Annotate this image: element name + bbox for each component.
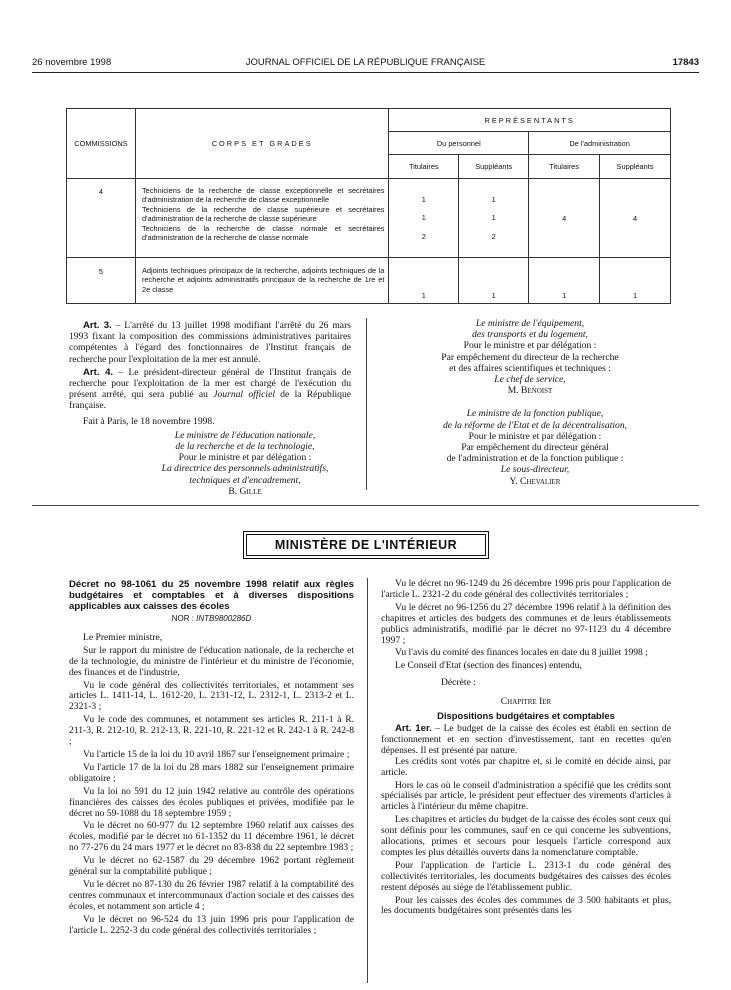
corps-entry: Adjoints techniques principaux de la recherche, adjoints techniques de la recherche et adjoints administratifs principaux de la recherche de 1re et 2e classe: [141, 266, 385, 294]
signature-line: Le sous-directeur,: [500, 464, 570, 476]
preamble-paragraph: Vu le décret no 96-1249 du 26 décembre 1996 pris pour l'application de l'article L. 2321-2 du code général des collectivités territoriales ;: [381, 578, 671, 600]
article-paragraph: Les chapitres et articles du budget de la caisse des écoles sont ceux qui sont définis pour les communes, sauf en ce qui concerne les subventions, allocations, primes et secours pour lesquels l'article correspond aux comptes les plus détaillés ouverts dans la nomenclature comptable.: [381, 814, 671, 858]
corps-entry: Techniciens de la recherche de classe normale et secrétaires d'administration de la recherche de classe normale: [141, 223, 385, 243]
administration-titulaires-cell: 4: [529, 179, 600, 258]
signature-line: Pour le ministre et par délégation :: [468, 430, 602, 442]
th-suppleants: Suppléants: [600, 155, 671, 179]
article-text: – Le budget de la caisse des écoles est établi en section de fonctionnement et en section d'investissement, tant en recettes qu'en dépenses. Il est présenté par nature.: [381, 722, 671, 756]
decree-preamble-right: [381, 579, 671, 689]
preamble-paragraph: Vu le code général des collectivités territoriales, et notamment ses articles L. 1411-14, L. 1612-20, L. 2131-12, L. 2312-1, L. 2313-2 et L. 2321-3 ;: [69, 679, 354, 713]
corps-cell: [135, 179, 388, 258]
personnel-titulaires-cell: [389, 179, 459, 258]
personnel-suppleants-cell: [459, 179, 529, 258]
article-label: Art. 4.: [83, 366, 114, 378]
th-corps-grades: CORPS ET GRADES: [135, 109, 388, 179]
signature-line: Pour le ministre et par délégation :: [463, 340, 597, 352]
preamble-paragraph: Vu le décret no 96-1256 du 27 décembre 1996 relatif à la définition des chapitres et articles des budgets des communes et de leurs établissements publics administratifs, modifié par le décret no 97-1123 du 4 décembre 1997 ;: [381, 601, 671, 646]
article-label: Art. 3.: [83, 320, 112, 331]
article-paragraph: Pour les caisses des écoles des communes de 3 500 habitants et plus, les documents budgétaires sont présentés dans les: [381, 894, 671, 917]
count-value: 1: [491, 195, 496, 204]
count-value: 1: [421, 195, 426, 204]
ministry-banner: MINISTÈRE DE L'INTÉRIEUR: [246, 534, 486, 556]
signature-line: Pour le ministre et par délégation :: [178, 452, 312, 464]
article-text: de la République française.: [69, 389, 351, 412]
column-divider: [366, 318, 367, 490]
column-divider: [367, 578, 368, 983]
signatory-name: B. Gille: [228, 485, 262, 497]
signature-line: techniques et d'encadrement,: [189, 474, 301, 486]
preamble-paragraph: Décrète :: [441, 677, 476, 689]
article-4: [69, 367, 351, 412]
signature-line: de la réforme de l'Etat et de la décentralisation,: [442, 419, 628, 431]
signature-line: Par empêchement du directeur de la recherche: [441, 351, 619, 363]
administration-titulaires-cell: 1: [529, 258, 600, 304]
signature-line: Le chef de service,: [494, 374, 566, 386]
article-paragraph: Hors le cas où le conseil d'administration a spécifié que les crédits sont spécialisés par article, le président peut effectuer des virements d'articles à articles à l'intérieur du même chapitre.: [381, 779, 671, 813]
lower-left-column: [69, 579, 354, 936]
preamble-paragraph: Vu l'avis du comité des finances locales en date du 8 juillet 1998 ;: [395, 647, 648, 659]
signatory-name: Y. Chevalier: [509, 475, 561, 487]
signature-line: Par empêchement du directeur général: [461, 442, 609, 454]
signature-line: Le ministre de l'éducation nationale,: [174, 429, 316, 441]
commission-number: 5: [67, 258, 136, 304]
nor-label: NOR :: [171, 614, 197, 623]
administration-suppleants-cell: 1: [600, 258, 671, 304]
table-row: [67, 258, 671, 304]
signature-line: des transports et du logement,: [472, 329, 588, 341]
page-header: [32, 57, 699, 71]
signature-line: La directrice des personnels administratifs,: [161, 463, 329, 475]
lower-right-column: [381, 579, 671, 917]
personnel-titulaires-cell: 1: [389, 258, 459, 304]
signature-line: de l'administration et de la fonction publique :: [446, 453, 624, 465]
preamble-paragraph: Vu l'article 15 de la loi du 10 avril 1867 sur l'enseignement primaire ;: [83, 748, 350, 760]
signature-block: [380, 408, 670, 486]
th-suppleants: Suppléants: [459, 155, 529, 179]
chapter-heading: Chapitre Ier: [500, 696, 552, 708]
preamble-paragraph: Vu l'article 17 de la loi du 28 mars 1882 sur l'enseignement primaire obligatoire ;: [69, 761, 354, 784]
header-page-number: 17843: [672, 57, 699, 68]
decree-title: Décret no 98-1061 du 25 novembre 1998 relatif aux règles budgétaires et comptables et à diverses dispositions applicables aux caisses des écoles: [69, 579, 354, 612]
preamble-paragraph: Le Premier ministre,: [83, 631, 163, 643]
preamble-paragraph: Vu le décret no 87-130 du 26 février 1987 relatif à la comptabilité des centres communaux et intercommunaux d'action sociale et des caisses des écoles, et notamment son article 4 ;: [69, 878, 354, 912]
th-du-personnel: Du personnel: [389, 132, 529, 155]
count-value: 2: [421, 231, 426, 241]
signatory-name: M. Benoist: [507, 385, 553, 397]
corps-cell: [135, 258, 388, 304]
administration-suppleants-cell: 4: [600, 179, 671, 258]
table-row: [67, 179, 671, 258]
nor-reference: [69, 614, 354, 625]
signature-block: [69, 430, 351, 497]
count-value: 1: [491, 213, 496, 223]
th-de-administration: De l'administration: [529, 132, 671, 155]
article-label: Art. 1er.: [395, 722, 432, 734]
commission-number: 4: [67, 179, 136, 258]
count-value: 1: [421, 213, 426, 223]
header-journal-title: JOURNAL OFFICIEL DE LA RÉPUBLIQUE FRANÇAISE: [245, 57, 486, 68]
decree-preamble-left: [69, 633, 354, 937]
personnel-suppleants-cell: 1: [459, 258, 529, 304]
count-value: 2: [491, 231, 496, 241]
signature-line: et des affaires scientifiques et techniques :: [449, 362, 611, 374]
article-text: – Le président-directeur général de l'Institut français de recherche pour l'exploitation de la mer est chargé de l'exécution du présent arrêté, qui sera publié au: [69, 366, 351, 401]
upper-right-column: [380, 318, 670, 487]
th-commissions: COMMISSIONS: [67, 109, 136, 179]
header-date: 26 novembre 1998: [32, 57, 112, 68]
article-paragraph: Les crédits sont votés par chapitre et, si le comité en décide ainsi, par article.: [381, 755, 671, 778]
article-text: – L'arrêté du 13 juillet 1998 modifiant l'arrêté du 26 mars 1993 fixant la composition des commissions administratives paritaires compétentes à l'égard des fonctionnaires de l'Institut français de recherche pour l'exploitation de la mer est annulé.: [69, 320, 351, 365]
th-titulaires: Titulaires: [529, 155, 600, 179]
article-paragraph: Pour l'application de l'article L. 2313-1 du code général des collectivités territoriales, les documents budgétaires des caisses des écoles restent déposés au siège de l'établissement public.: [381, 859, 671, 893]
journal-name: Journal officiel: [213, 389, 275, 401]
th-representants: REPRÉSENTANTS: [389, 109, 671, 132]
th-titulaires: Titulaires: [389, 155, 459, 179]
preamble-paragraph: Vu la loi no 591 du 12 juin 1942 relative au contrôle des opérations financières des caisses des écoles publiques et privées, modifiée par le décret no 59-1088 du 18 septembre 1959 ;: [69, 785, 354, 819]
corps-entry: Techniciens de la recherche de classe exceptionnelle et secrétaires d'administration de la recherche de classe exceptionnelle: [141, 186, 385, 205]
signature-line: de la recherche et de la technologie,: [175, 441, 315, 453]
header-rule: [32, 72, 699, 73]
chapter-title: Dispositions budgétaires et comptables: [437, 710, 615, 722]
signature-block: [380, 318, 670, 396]
upper-left-column: [69, 320, 351, 497]
corps-entry: Techniciens de la recherche de classe supérieure et secrétaires d'administration de la recherche de classe supérieure: [141, 204, 385, 224]
signature-line: Le ministre de l'équipement,: [475, 318, 585, 329]
preamble-paragraph: Vu le code des communes, et notamment ses articles R. 211-1 à R. 211-3, R. 212-10, R. 212-13, R. 221-10, R. 221-12 et R. 242-1 à R. 242-8 ;: [69, 714, 354, 748]
preamble-paragraph: Vu le décret no 96-524 du 13 juin 1996 pris pour l'application de l'article L. 2252-3 du code général des collectivités territoriales ;: [69, 913, 354, 936]
article-1: [381, 724, 671, 757]
preamble-paragraph: Vu le décret no 60-977 du 12 septembre 1960 relatif aux caisses des écoles, modifié par le décret no 61-1352 du 11 décembre 1961, le décret no 77-276 du 24 mars 1977 et le décret no 83-838 du 22 septembre 1983 ;: [69, 820, 354, 854]
section-rule: [32, 505, 699, 506]
signature-line: Le ministre de la fonction publique,: [466, 408, 604, 420]
article-3: [69, 320, 351, 365]
commissions-table: [66, 108, 671, 304]
fait-a-paris: Fait à Paris, le 18 novembre 1998.: [83, 415, 215, 427]
nor-code: INTB9800286D: [196, 614, 252, 623]
preamble-paragraph: Vu le décret no 62-1587 du 29 décembre 1962 portant règlement général sur la comptabilité publique ;: [69, 855, 354, 878]
article-1-body: [381, 757, 671, 918]
preamble-paragraph: Sur le rapport du ministre de l'éducation nationale, de la recherche et de la technologie, du ministre de l'intérieur et du ministre de l'économie, des finances et de l'industrie,: [69, 644, 354, 678]
preamble-paragraph: Le Conseil d'Etat (section des finances) entendu,: [395, 660, 582, 672]
